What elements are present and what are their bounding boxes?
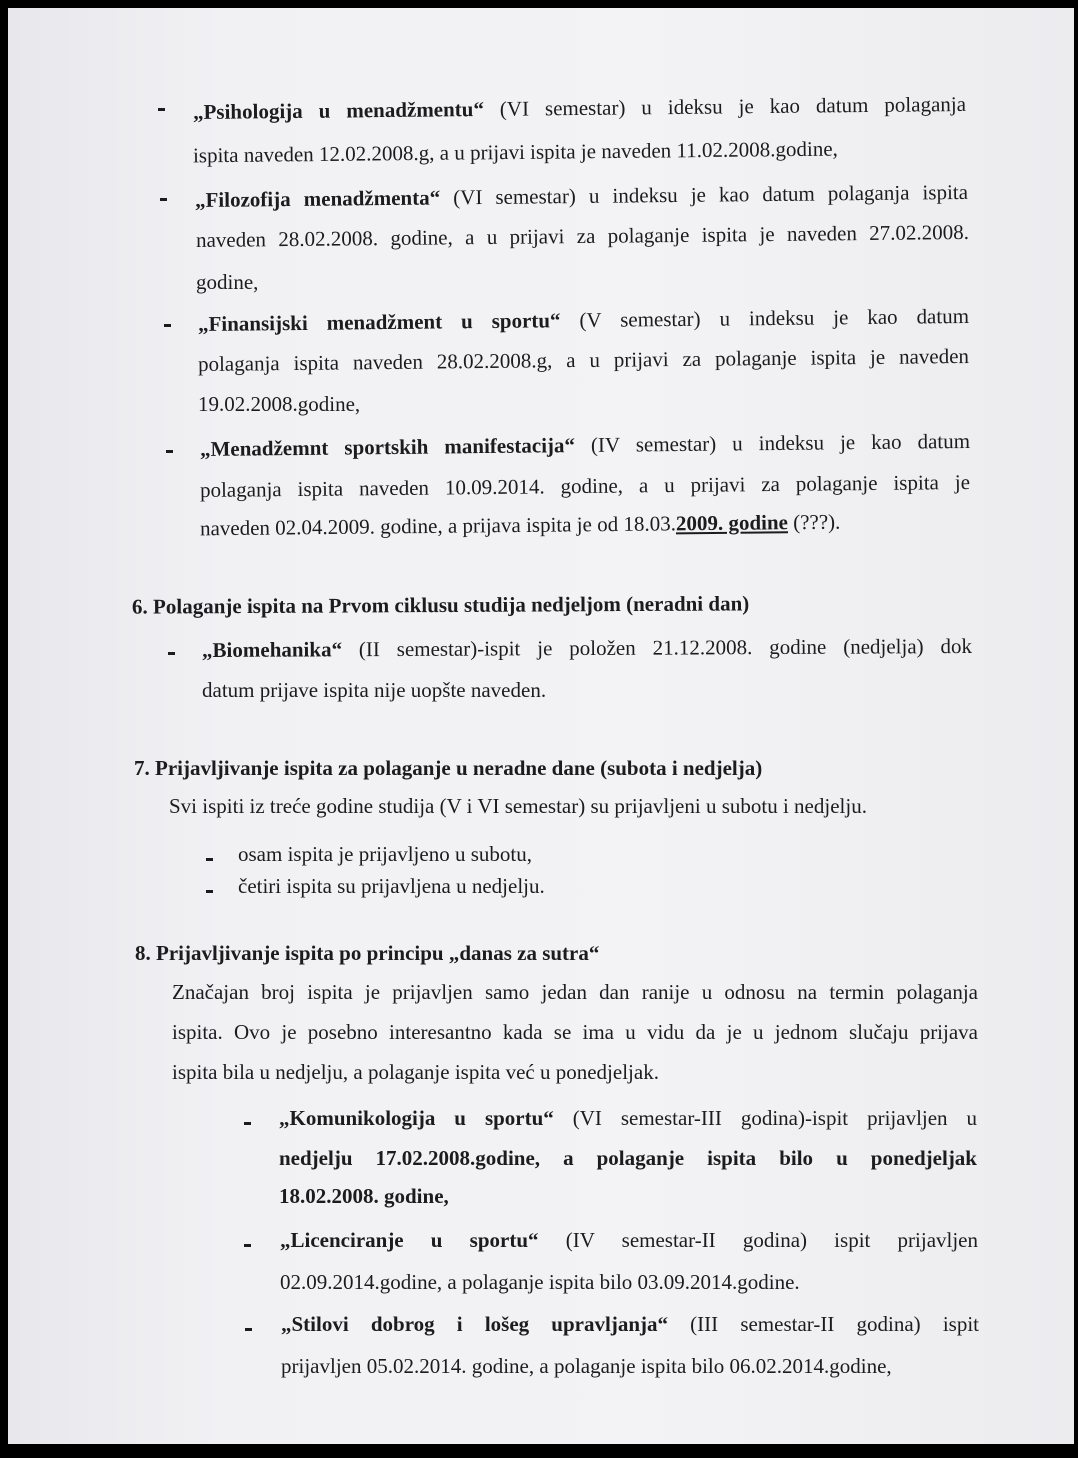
list-item-line: datum prijave ispita nije uopšte naveden. — [202, 678, 547, 702]
bullet-dash — [244, 1244, 251, 1247]
item-text: (VI semestar) u ideksu je kao datum polaganja — [499, 91, 967, 121]
item-text: (III semestar-II godina) ispit — [690, 1312, 980, 1336]
bullet-dash — [206, 890, 213, 893]
item-title: „Finansijski menadžment u sportu“ — [197, 308, 561, 337]
bullet-dash — [168, 652, 175, 655]
item-title: „Licenciranje u sportu“ — [280, 1228, 539, 1252]
document-page — [8, 8, 1074, 1444]
list-item-line — [202, 634, 972, 662]
bullet-dash — [166, 450, 173, 453]
item-text: (???). — [787, 509, 841, 535]
item-text: naveden 02.04.2009. godine, a prijava ispita je od 18.03. — [199, 511, 677, 541]
bullet-dash — [164, 324, 171, 327]
item-text: (VI semestar-III godina)-ispit prijavljen u — [572, 1106, 978, 1130]
list-item-line: ispita naveden 12.02.2008.g, a u prijavi ispita je naveden 11.02.2008.godine, — [192, 136, 838, 168]
list-item-line: nedjelju 17.02.2008.godine, a polaganje ispita bilo u ponedjeljak — [279, 1146, 977, 1170]
list-item: osam ispita je prijavljeno u subotu, — [238, 842, 532, 866]
list-item-line — [195, 180, 968, 212]
bullet-dash — [245, 1328, 252, 1331]
list-item-line — [200, 429, 970, 461]
item-text: (II semestar)-ispit je položen 21.12.2008. godine (nedjelja) dok — [358, 633, 973, 662]
list-item-line: godine, — [196, 270, 259, 294]
section-heading: 6. Polaganje ispita na Prvom ciklusu studija nedjeljom (neradni dan) — [131, 591, 750, 619]
list-item-line: 19.02.2008.godine, — [198, 392, 361, 416]
bullet-dash — [160, 198, 167, 201]
item-title: „Menadžemnt sportskih manifestacija“ — [199, 433, 576, 462]
item-title: „Filozofija menadžmenta“ — [194, 185, 441, 213]
list-item-line — [200, 510, 841, 541]
list-item-line — [280, 1228, 978, 1252]
underlined-year: 2009. godine — [675, 510, 789, 536]
item-title: „Stilovi dobrog i lošeg upravljanja“ — [281, 1312, 668, 1336]
bullet-dash — [158, 108, 165, 111]
list-item-line — [281, 1312, 979, 1336]
list-item-line — [198, 304, 969, 336]
item-title: „Komunikologija u sportu“ — [279, 1106, 554, 1130]
list-item-line: polaganja ispita naveden 28.02.2008.g, a u prijavi za polaganje ispita je naveden — [197, 343, 970, 377]
item-text: (V semestar) u indeksu je kao datum — [579, 303, 970, 333]
paragraph-line: ispita. Ovo je posebno interesantno kada se ima u vidu da je u jednom slučaju prijava — [172, 1020, 978, 1044]
section-heading: 8. Prijavljivanje ispita po principu „danas za sutra“ — [135, 941, 600, 965]
list-item-line: 02.09.2014.godine, a polaganje ispita bilo 03.09.2014.godine. — [280, 1270, 800, 1294]
bullet-dash — [244, 1122, 251, 1125]
list-item-line — [193, 92, 966, 124]
list-item-line: polaganja ispita naveden 10.09.2014. godine, a u prijavi za polaganje ispita je — [199, 469, 971, 503]
paragraph-line: ispita bila u nedjelju, a polaganje ispita već u ponedjeljak. — [172, 1060, 659, 1084]
item-text: (IV semestar) u indeksu je kao datum — [590, 428, 971, 457]
paragraph-line: Značajan broj ispita je prijavljen samo jedan dan ranije u odnosu na termin polaganja — [172, 980, 978, 1004]
list-item-line: 18.02.2008. godine, — [279, 1184, 449, 1208]
list-item-line: prijavljen 05.02.2014. godine, a polaganje ispita bilo 06.02.2014.godine, — [281, 1354, 892, 1378]
item-title: „Biomehanika“ — [201, 637, 343, 663]
item-text: (IV semestar-II godina) ispit prijavljen — [565, 1228, 979, 1252]
list-item: četiri ispita su prijavljena u nedjelju. — [238, 874, 545, 898]
bullet-dash — [206, 858, 213, 861]
item-text: (VI semestar) u indeksu je kao datum polaganja ispita — [453, 179, 969, 210]
section-heading: 7. Prijavljivanje ispita za polaganje u neradne dane (subota i nedjelja) — [134, 756, 763, 780]
item-title: „Psihologija u menadžmentu“ — [192, 97, 485, 125]
section-intro: Svi ispiti iz treće godine studija (V i VI semestar) su prijavljeni u subotu i nedjelju. — [169, 794, 867, 818]
list-item-line — [279, 1106, 977, 1130]
list-item-line: naveden 28.02.2008. godine, a u prijavi za polaganje ispita je naveden 27.02.2008. — [195, 219, 970, 253]
